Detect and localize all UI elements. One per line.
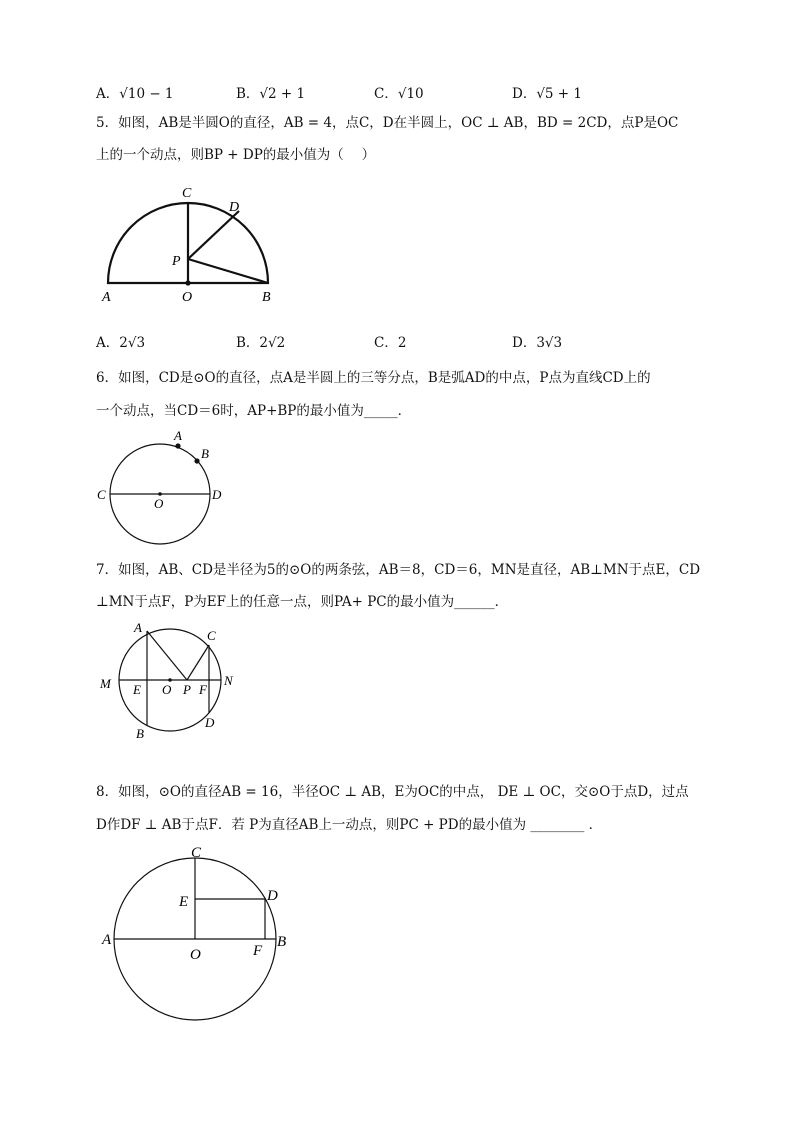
q4-option-b[interactable]: B．√2 + 1 xyxy=(236,86,306,102)
q7-label-f: F xyxy=(199,682,207,697)
q8-figure xyxy=(96,840,306,1022)
q5-figure xyxy=(96,182,286,310)
q5-text-line2: 上的一个动点，则BP + DP的最小值为（ ） xyxy=(96,147,376,163)
q7-label-e: E xyxy=(133,682,141,697)
q5-label-d: D xyxy=(229,200,240,215)
q8-label-o: O xyxy=(190,947,201,963)
q5-label-b: B xyxy=(262,290,271,305)
q8-label-d: D xyxy=(267,888,278,904)
q7-label-p: P xyxy=(183,682,191,697)
q8-label-b: B xyxy=(277,934,287,950)
q4-option-d[interactable]: D．√5 + 1 xyxy=(512,86,583,102)
q5-option-c[interactable]: C．2 xyxy=(374,335,407,351)
q4-option-a[interactable]: A．√10 − 1 xyxy=(96,86,174,102)
q4-option-c[interactable]: C．√10 xyxy=(374,86,424,102)
q5-option-d[interactable]: D．3√3 xyxy=(512,335,563,351)
q5-options xyxy=(96,331,716,351)
q7-figure xyxy=(98,618,248,744)
q4-options xyxy=(96,82,716,102)
q8-text-line2: D作DF ⊥ AB于点F．若 P为直径AB上一动点，则PC + PD的最小值为 ________ ． xyxy=(96,817,603,833)
q7-label-o: O xyxy=(162,682,172,697)
q8-label-c: C xyxy=(191,845,202,861)
q7-label-b: B xyxy=(136,726,144,741)
q7-label-c: C xyxy=(207,628,216,643)
q6-text-line1: 6．如图，CD是⊙O的直径，点A是半圆上的三等分点，B是弧AD的中点，P点为直线CD上的 xyxy=(96,370,651,386)
q5-option-b[interactable]: B．2√2 xyxy=(236,335,286,351)
q5-label-p: P xyxy=(172,254,181,269)
q6-figure xyxy=(92,428,232,550)
q7-label-d: D xyxy=(205,715,215,730)
q6-label-o: O xyxy=(154,496,164,511)
q5-option-a[interactable]: A．2√3 xyxy=(96,335,146,351)
q5-text-line1: 5．如图，AB是半圆O的直径，AB = 4，点C，D在半圆上，OC ⊥ AB，BD = 2CD，点P是OC xyxy=(96,115,679,131)
q5-label-c: C xyxy=(182,186,192,201)
q7-label-a: A xyxy=(134,620,142,635)
q7-label-m: M xyxy=(100,676,111,691)
q6-label-c: C xyxy=(97,487,106,502)
q7-label-n: N xyxy=(224,673,233,688)
q8-label-a: A xyxy=(102,932,112,948)
q6-label-a: A xyxy=(174,428,182,443)
q5-label-o: O xyxy=(182,290,193,305)
q6-text-line2: 一个动点，当CD＝6时，AP+BP的最小值为_____． xyxy=(96,403,412,419)
q6-label-b: B xyxy=(201,446,209,461)
q8-text-line1: 8．如图，⊙O的直径AB = 16，半径OC ⊥ AB，E为OC的中点， DE ⊥ OC，交⊙O于点D，过点 xyxy=(96,784,689,800)
q5-label-a: A xyxy=(102,290,111,305)
q7-text-line2: ⊥MN于点F，P为EF上的任意一点，则PA+ PC的最小值为______． xyxy=(96,594,509,610)
q8-label-e: E xyxy=(179,894,189,910)
q6-label-d: D xyxy=(212,487,222,502)
q7-text-line1: 7．如图，AB、CD是半径为5的⊙O的两条弦，AB＝8，CD＝6，MN是直径，AB⊥MN于点E，CD xyxy=(96,562,701,578)
q8-label-f: F xyxy=(253,943,263,959)
